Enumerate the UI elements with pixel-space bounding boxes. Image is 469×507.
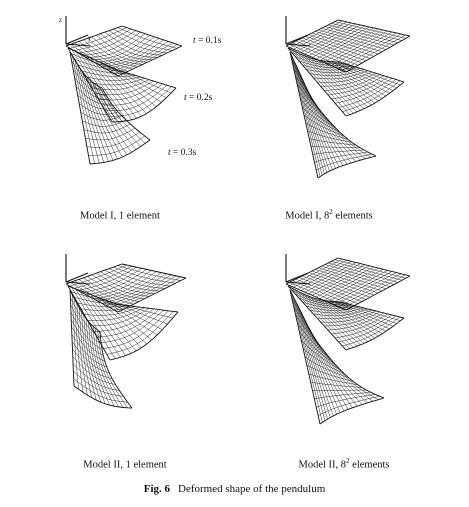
mesh-line <box>325 27 394 46</box>
z-axis-label: z <box>59 16 62 24</box>
mesh-line <box>114 68 171 93</box>
mesh-line <box>73 56 95 163</box>
mesh-line <box>118 266 181 281</box>
mesh-line <box>122 26 182 46</box>
mesh-line <box>98 297 152 340</box>
panel-caption: Model I, $8^2$ elements <box>285 208 373 222</box>
mesh-line <box>291 55 320 177</box>
mesh-line <box>342 35 405 70</box>
mesh-line <box>327 270 387 302</box>
pendulum-mesh-plot <box>0 238 234 473</box>
mesh-surface-2 <box>288 48 404 116</box>
pendulum-mesh-plot <box>234 0 469 235</box>
mesh-line <box>118 28 177 49</box>
mesh-line <box>335 33 397 67</box>
figure-caption <box>0 483 469 495</box>
mesh-line <box>332 261 403 280</box>
panel-model-1-64-elements <box>234 0 469 235</box>
mesh-line <box>87 293 137 351</box>
mesh-line <box>340 62 404 82</box>
time-label-0-3s: t = 0.3s <box>168 148 197 158</box>
mesh-line <box>90 80 127 155</box>
mesh-line <box>335 260 406 279</box>
mesh-line <box>110 312 178 360</box>
mesh-line <box>337 62 401 85</box>
pendulum-mesh-plot <box>234 238 469 473</box>
mesh-line <box>339 34 402 69</box>
time-label-0-2s: t = 0.2s <box>184 93 213 103</box>
mesh-line <box>339 274 402 307</box>
mesh-line <box>309 94 365 159</box>
mesh-line <box>78 267 137 290</box>
mesh-line <box>335 273 397 306</box>
mesh-line <box>88 78 145 85</box>
mesh-surface-3 <box>70 290 132 408</box>
mesh-surface-3 <box>290 290 384 424</box>
mesh-line <box>70 290 74 386</box>
figure-label: Fig. 6 <box>143 483 171 495</box>
mesh-line <box>337 302 401 321</box>
mesh-line <box>346 276 410 310</box>
mesh-line <box>100 332 132 408</box>
mesh-line <box>104 311 169 349</box>
time-label-0-1s: t = 0.1s <box>193 36 222 46</box>
panel-model-1-one-element <box>0 0 234 235</box>
mesh-line <box>122 264 186 278</box>
mesh-surface-3 <box>290 52 376 178</box>
mesh-line <box>331 272 392 304</box>
panel-caption: Model II, $8^2$ elements <box>298 457 390 471</box>
mesh-line <box>106 41 168 69</box>
panel-model-2-64-elements <box>234 238 469 473</box>
panel-caption: Model I, 1 element <box>80 210 160 222</box>
mesh-surface-3 <box>70 52 150 164</box>
mesh-line <box>320 398 384 424</box>
panel-caption: Model II, 1 element <box>83 459 167 471</box>
mesh-line <box>90 140 150 164</box>
figure-caption-text: Deformed shape of the pendulum <box>178 483 326 495</box>
y-axis-label: y <box>88 34 92 42</box>
mesh-line <box>342 275 405 309</box>
panel-model-2-one-element <box>0 238 234 473</box>
